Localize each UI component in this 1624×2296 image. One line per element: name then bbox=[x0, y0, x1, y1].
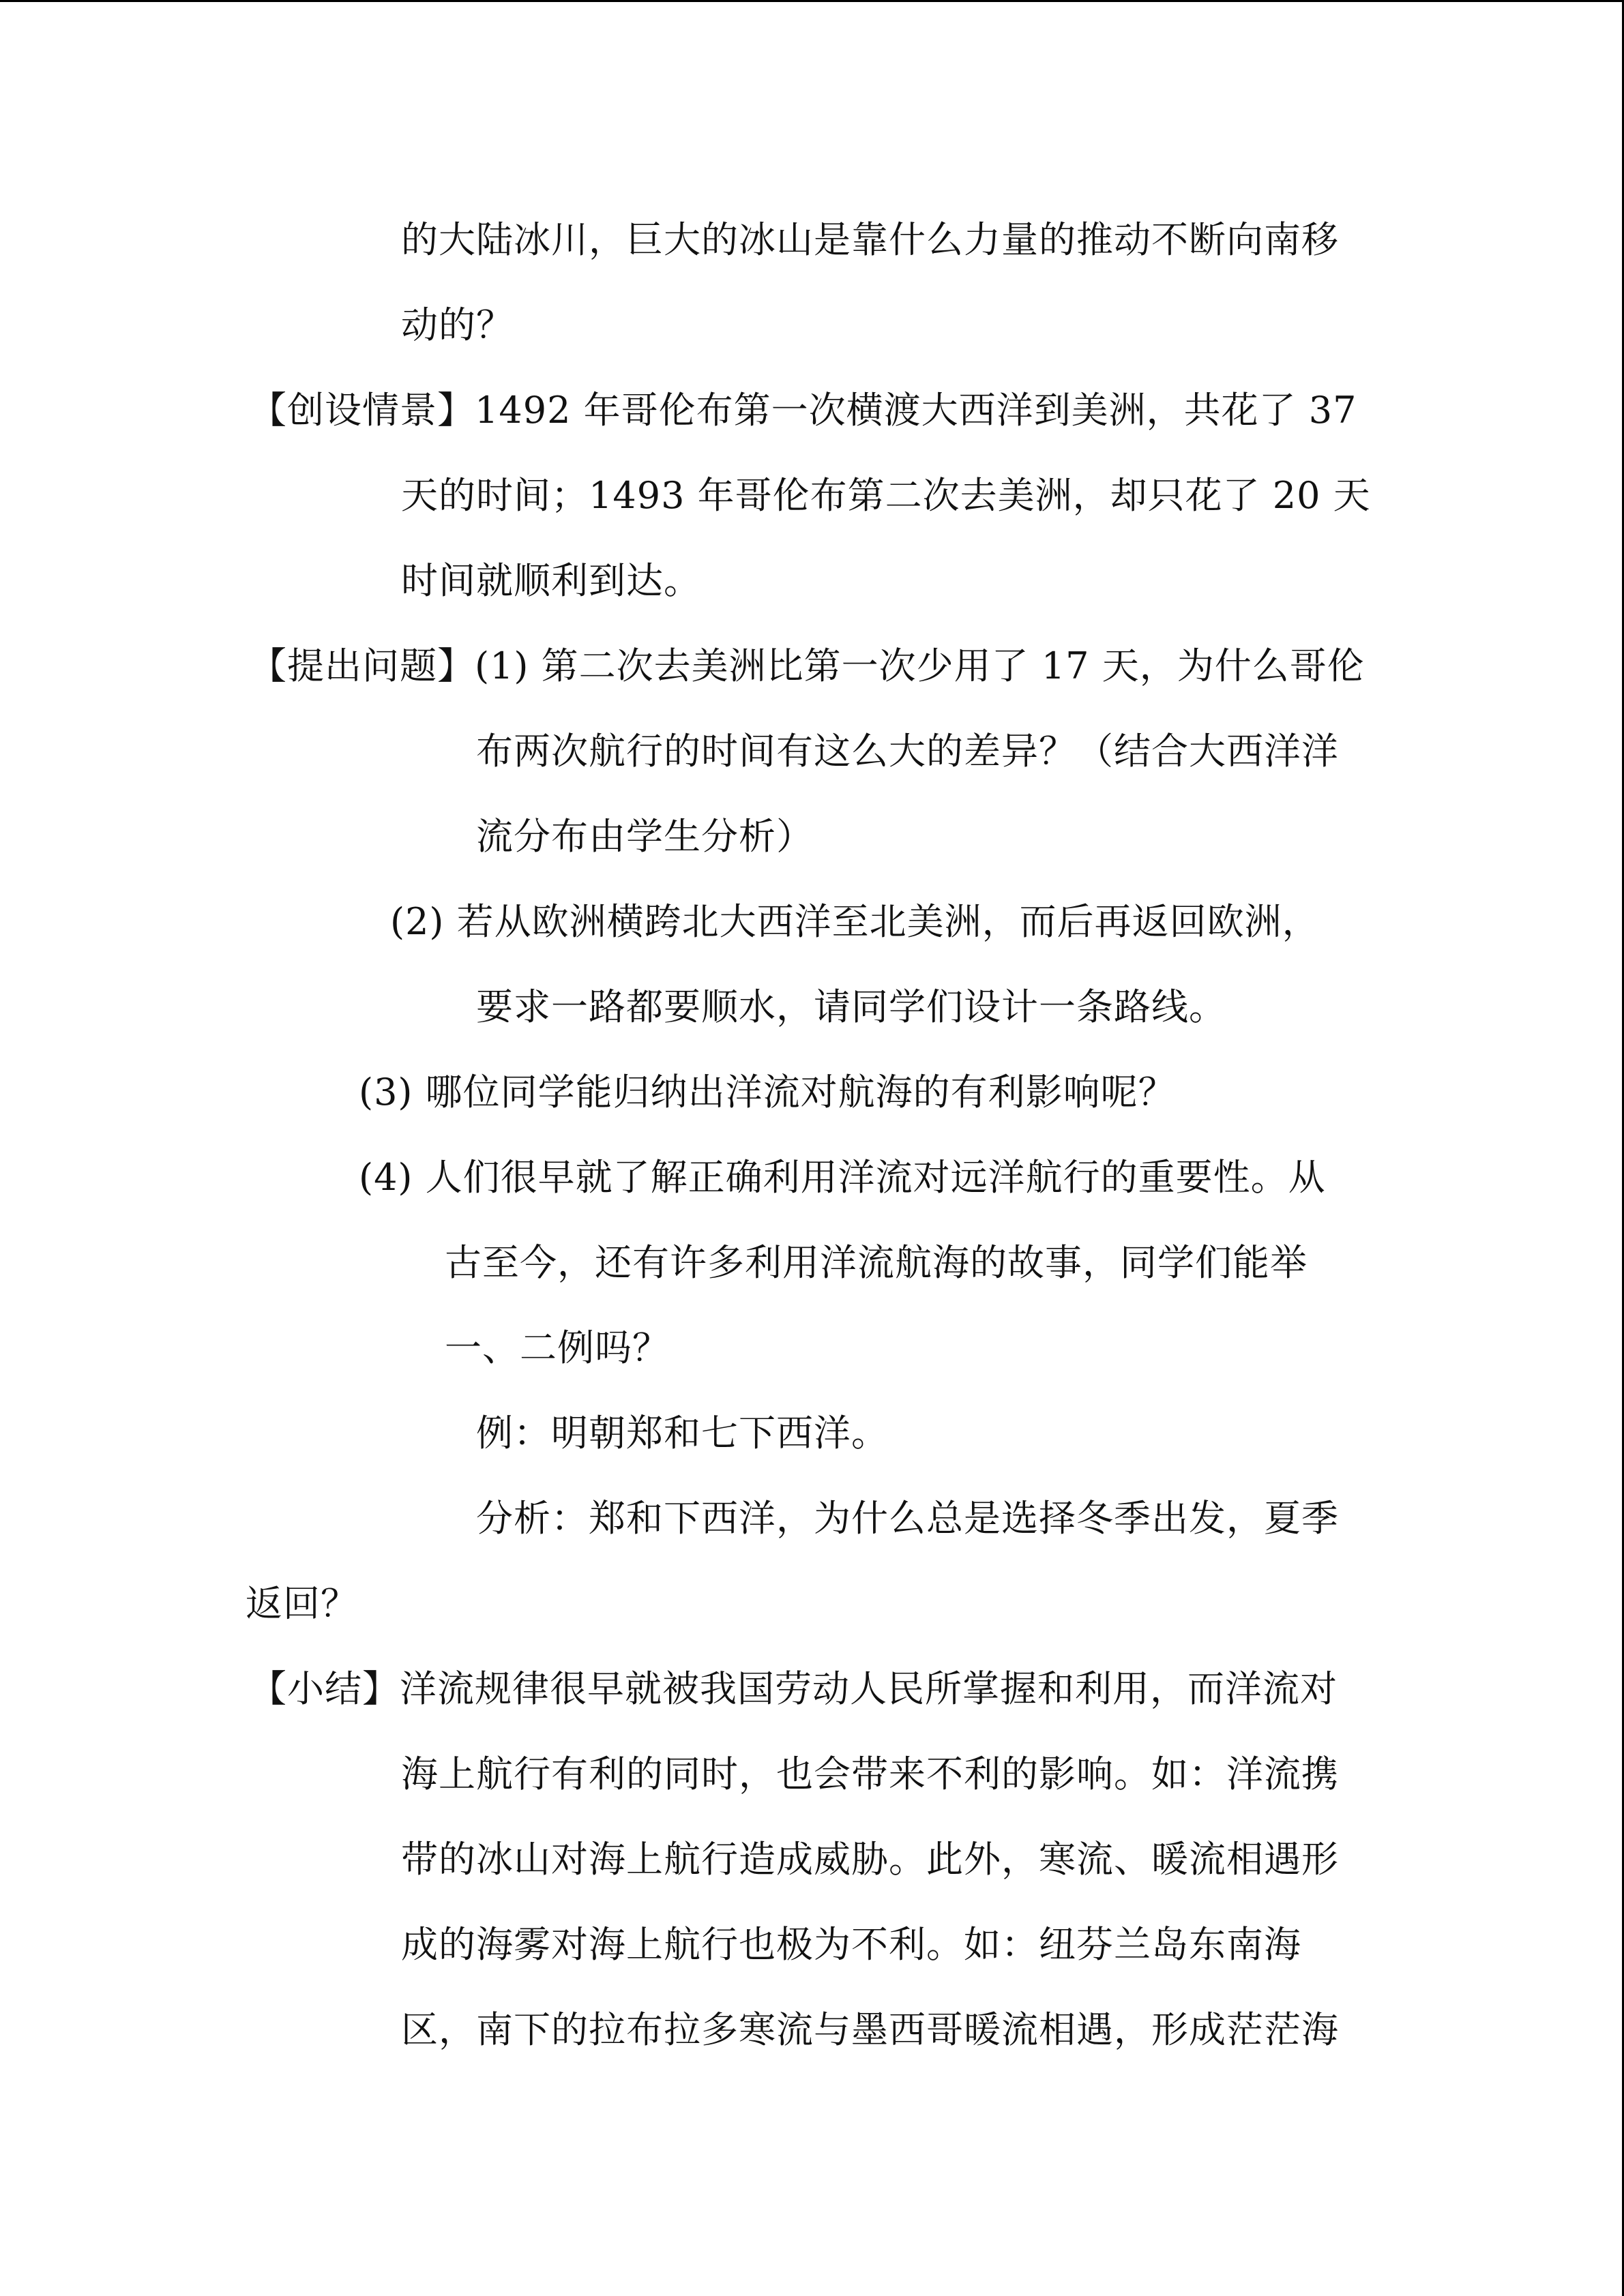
question-2-line-2: 要求一路都要顺水，请同学们设计一条路线。 bbox=[476, 985, 1226, 1028]
section-question-line-1: 【提出问题】(1) 第二次去美洲比第一次少用了 17 天，为什么哥伦 bbox=[250, 644, 1365, 687]
analysis-line-1: 分析：郑和下西洋，为什么总是选择冬季出发，夏季 bbox=[476, 1497, 1339, 1540]
section-summary-line-2: 海上航行有利的同时，也会带来不利的影响。如：洋流携 bbox=[401, 1753, 1339, 1795]
analysis-line-2: 返回？ bbox=[246, 1582, 358, 1625]
section-summary-line-3: 带的冰山对海上航行造成威胁。此外，寒流、暖流相遇形 bbox=[401, 1838, 1339, 1881]
section-question-line-3: 流分布由学生分析） bbox=[476, 815, 814, 858]
text-line-2: 动的？ bbox=[401, 303, 514, 346]
section-scenario-line-1: 【创设情景】1492 年哥伦布第一次横渡大西洋到美洲，共花了 37 bbox=[250, 389, 1357, 432]
question-4-line-3: 一、二例吗？ bbox=[445, 1326, 670, 1369]
section-summary-line-5: 区，南下的拉布拉多寒流与墨西哥暖流相遇，形成茫茫海 bbox=[401, 2008, 1339, 2051]
section-scenario-line-3: 时间就顺利到达。 bbox=[401, 559, 701, 602]
question-4-line-2: 古至今，还有许多利用洋流航海的故事，同学们能举 bbox=[445, 1241, 1308, 1284]
text-line-1: 的大陆冰川，巨大的冰山是靠什么力量的推动不断向南移 bbox=[401, 218, 1339, 261]
question-2-line-1: (2) 若从欧洲横跨北大西洋至北美洲，而后再返回欧洲， bbox=[390, 900, 1320, 943]
section-summary-line-1: 【小结】洋流规律很早就被我国劳动人民所掌握和利用，而洋流对 bbox=[250, 1667, 1338, 1710]
section-question-line-2: 布两次航行的时间有这么大的差异？（结合大西洋洋 bbox=[476, 730, 1339, 773]
question-3-line-1: (3) 哪位同学能归纳出洋流对航海的有利影响呢？ bbox=[359, 1071, 1176, 1114]
section-summary-line-4: 成的海雾对海上航行也极为不利。如：纽芬兰岛东南海 bbox=[401, 1923, 1301, 1966]
section-scenario-line-2: 天的时间；1493 年哥伦布第二次去美洲，却只花了 20 天 bbox=[401, 474, 1371, 517]
question-4-line-1: (4) 人们很早就了解正确利用洋流对远洋航行的重要性。从 bbox=[359, 1156, 1326, 1199]
example-line: 例：明朝郑和七下西洋。 bbox=[476, 1412, 889, 1455]
page-border-top bbox=[0, 0, 1624, 2]
